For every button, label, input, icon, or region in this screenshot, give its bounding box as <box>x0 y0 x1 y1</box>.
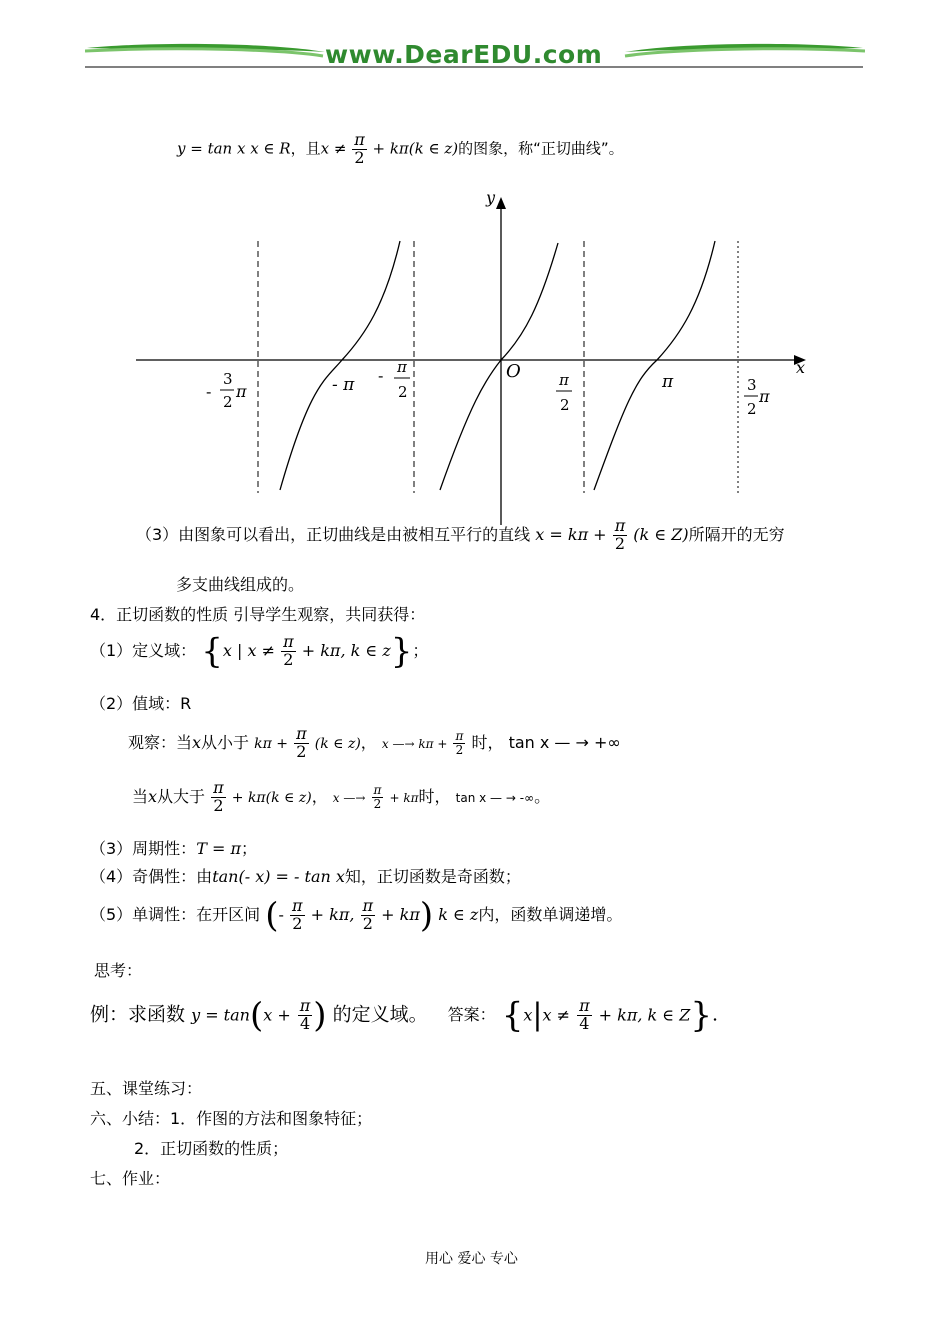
tick-neg-pi: - π <box>332 375 355 395</box>
observe-line2: 当x从大于 $\frac{\pi}{2}$ + kπ(k ∈ z)， x —→ $\frac{\pi}{2}$ + kπ时， tan x — → -∞。 <box>132 778 551 815</box>
think-label: 思考： <box>94 961 143 980</box>
tick-neg-three-half-pi-pi: π <box>236 382 247 401</box>
tick-neg-half-pi-den: 2 <box>398 383 408 401</box>
item3-line2: 多支曲线组成的。 <box>176 575 305 594</box>
tick-half-pi-den: 2 <box>560 396 570 414</box>
prop1-domain: （1）定义域： {x | x ≠ $\frac{\pi}{2}$ + kπ, k ∈ z}； <box>90 631 429 672</box>
footer-text: 用心 爱心 专心 <box>425 1251 518 1267</box>
tan-branch-right <box>594 241 715 490</box>
tick-neg-three-half-pi-sign: - <box>206 382 212 401</box>
y-axis-label: y <box>486 188 496 207</box>
tan-branch-middle <box>440 243 558 490</box>
tick-three-half-pi-pi: π <box>759 387 770 406</box>
intro-formula: y = tan x x ∈ R <box>177 139 291 158</box>
example-line: 例：求函数 y = tan(x + $\frac{\pi}{4}$ ) 的定义域。 答案： {x|x ≠ $\frac{\pi}{4}$ + kπ, k ∈ Z}. <box>90 995 719 1036</box>
section6-label: 六、小结：1．作图的方法和图象特征； <box>90 1109 373 1128</box>
section5-label: 五、课堂练习： <box>90 1079 203 1098</box>
x-axis-label: x <box>796 358 806 377</box>
tangent-graph <box>130 185 820 530</box>
section4-title: 4．正切函数的性质 引导学生观察，共同获得： <box>90 605 426 624</box>
section6-sub: 2．正切函数的性质； <box>134 1139 289 1158</box>
section7-label: 七、作业： <box>90 1169 171 1188</box>
tick-neg-three-half-pi-den: 2 <box>223 393 233 411</box>
tick-neg-three-half-pi-num: 3 <box>223 370 233 388</box>
y-axis-arrow-icon <box>496 197 506 209</box>
prop2-range: （2）值域：R <box>90 694 192 713</box>
item3-line1: （3）由图象可以看出，正切曲线是由被相互平行的直线 x = kπ + $\frac{\pi}{2}$ (k ∈ Z)所隔开的无穷 <box>136 516 785 553</box>
tick-three-half-pi-num: 3 <box>747 376 757 394</box>
prop4-parity: （4）奇偶性：由tan(- x) = - tan x知，正切函数是奇函数； <box>90 867 521 886</box>
tick-pi: π <box>662 372 674 392</box>
prop3-period: （3）周期性：T = π； <box>90 839 257 858</box>
origin-label: O <box>506 361 521 382</box>
intro-line: y = tan x x ∈ R，且x ≠ $\frac{\pi}{2}$ + kπ(k ∈ z)的图象，称“正切曲线”。 <box>177 130 624 167</box>
tick-three-half-pi-den: 2 <box>747 400 757 418</box>
observe-line1: 观察：当x从小于 kπ + $\frac{\pi}{2}$ (k ∈ z)， x —→ kπ + $\frac{\pi}{2}$ 时， tan x — → +∞ <box>128 724 621 761</box>
tick-neg-half-pi-num: π <box>397 358 407 376</box>
site-logo-text: www.DearEDU.com <box>325 40 603 69</box>
prop5-monotonic: （5）单调性：在开区间 (- $\frac{\pi}{2}$ + kπ, $\frac{\pi}{2}$ + kπ) k ∈ z内，函数单调递增。 <box>90 895 623 936</box>
tick-neg-half-pi-sign: - <box>378 366 384 385</box>
tick-half-pi-num: π <box>559 371 569 389</box>
